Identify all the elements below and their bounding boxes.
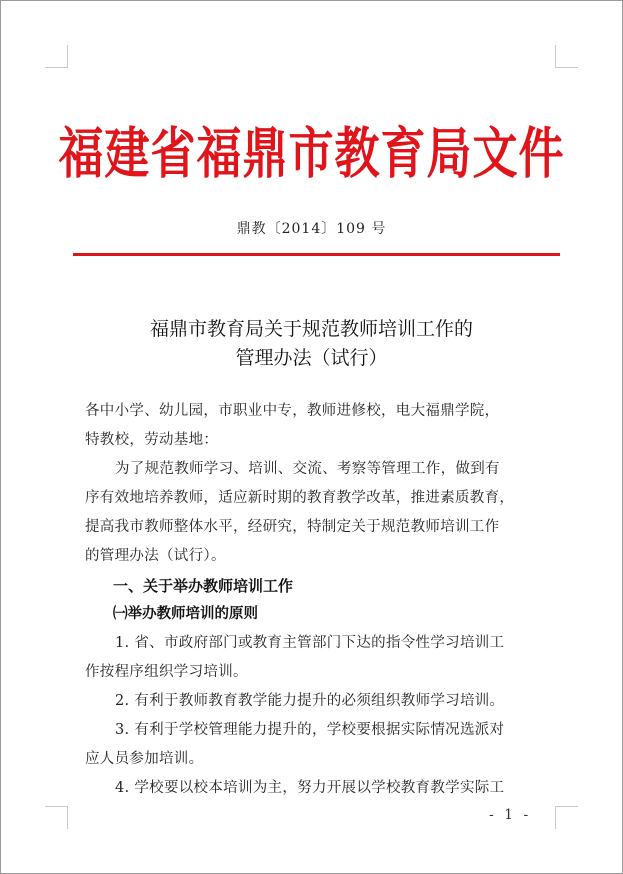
crop-mark-top-left (45, 45, 68, 68)
salutation-line-2: 特教校，劳动基地： (85, 432, 219, 448)
item-3-line-2: 应人员参加培训。 (85, 751, 204, 767)
item-1-line-1: 1. 省、市政府部门或教育主管部门下达的指令性学习培训工 (115, 635, 505, 651)
intro-line-1: 为了规范教师学习、培训、交流、考察等管理工作，做到有 (115, 461, 500, 477)
item-3-line-1: 3. 有利于学校管理能力提升的，学校要根据实际情况选派对 (115, 722, 505, 738)
document-title-line-2: 管理办法（试行） (235, 347, 388, 369)
item-2-line-1: 2. 有利于教师教育教学能力提升的必须组织教师学习培训。 (115, 693, 505, 709)
salutation-line-1: 各中小学、幼儿园，市职业中专，教师进修校，电大福鼎学院， (85, 403, 500, 419)
document-number: 鼎教〔2014〕109 号 (236, 221, 387, 237)
red-separator-line (73, 253, 560, 256)
item-1-line-2: 作按程序组织学习培训。 (85, 664, 248, 680)
intro-line-3: 提高我市教师整体水平，经研究，特制定关于规范教师培训工作 (85, 519, 500, 535)
crop-mark-bottom-left (45, 806, 68, 829)
document-title-line-1: 福鼎市教育局关于规范教师培训工作的 (149, 318, 473, 340)
intro-line-4: 的管理办法（试行）。 (85, 548, 226, 564)
red-masthead: 福建省福鼎市教育局文件 (58, 121, 565, 186)
section-heading-1: 一、关于举办教师培训工作 (113, 577, 294, 595)
item-4-line-1: 4. 学校要以校本培训为主，努力开展以学校教育教学实际工 (115, 780, 505, 796)
intro-line-2: 序有效地培养教师，适应新时期的教育教学改革，推进素质教育， (85, 490, 515, 506)
page-number: - 1 - (489, 807, 532, 823)
crop-mark-top-right (555, 45, 578, 68)
crop-mark-bottom-right (555, 806, 578, 829)
subsection-heading-1: ㈠举办教师培训的原则 (113, 605, 258, 622)
